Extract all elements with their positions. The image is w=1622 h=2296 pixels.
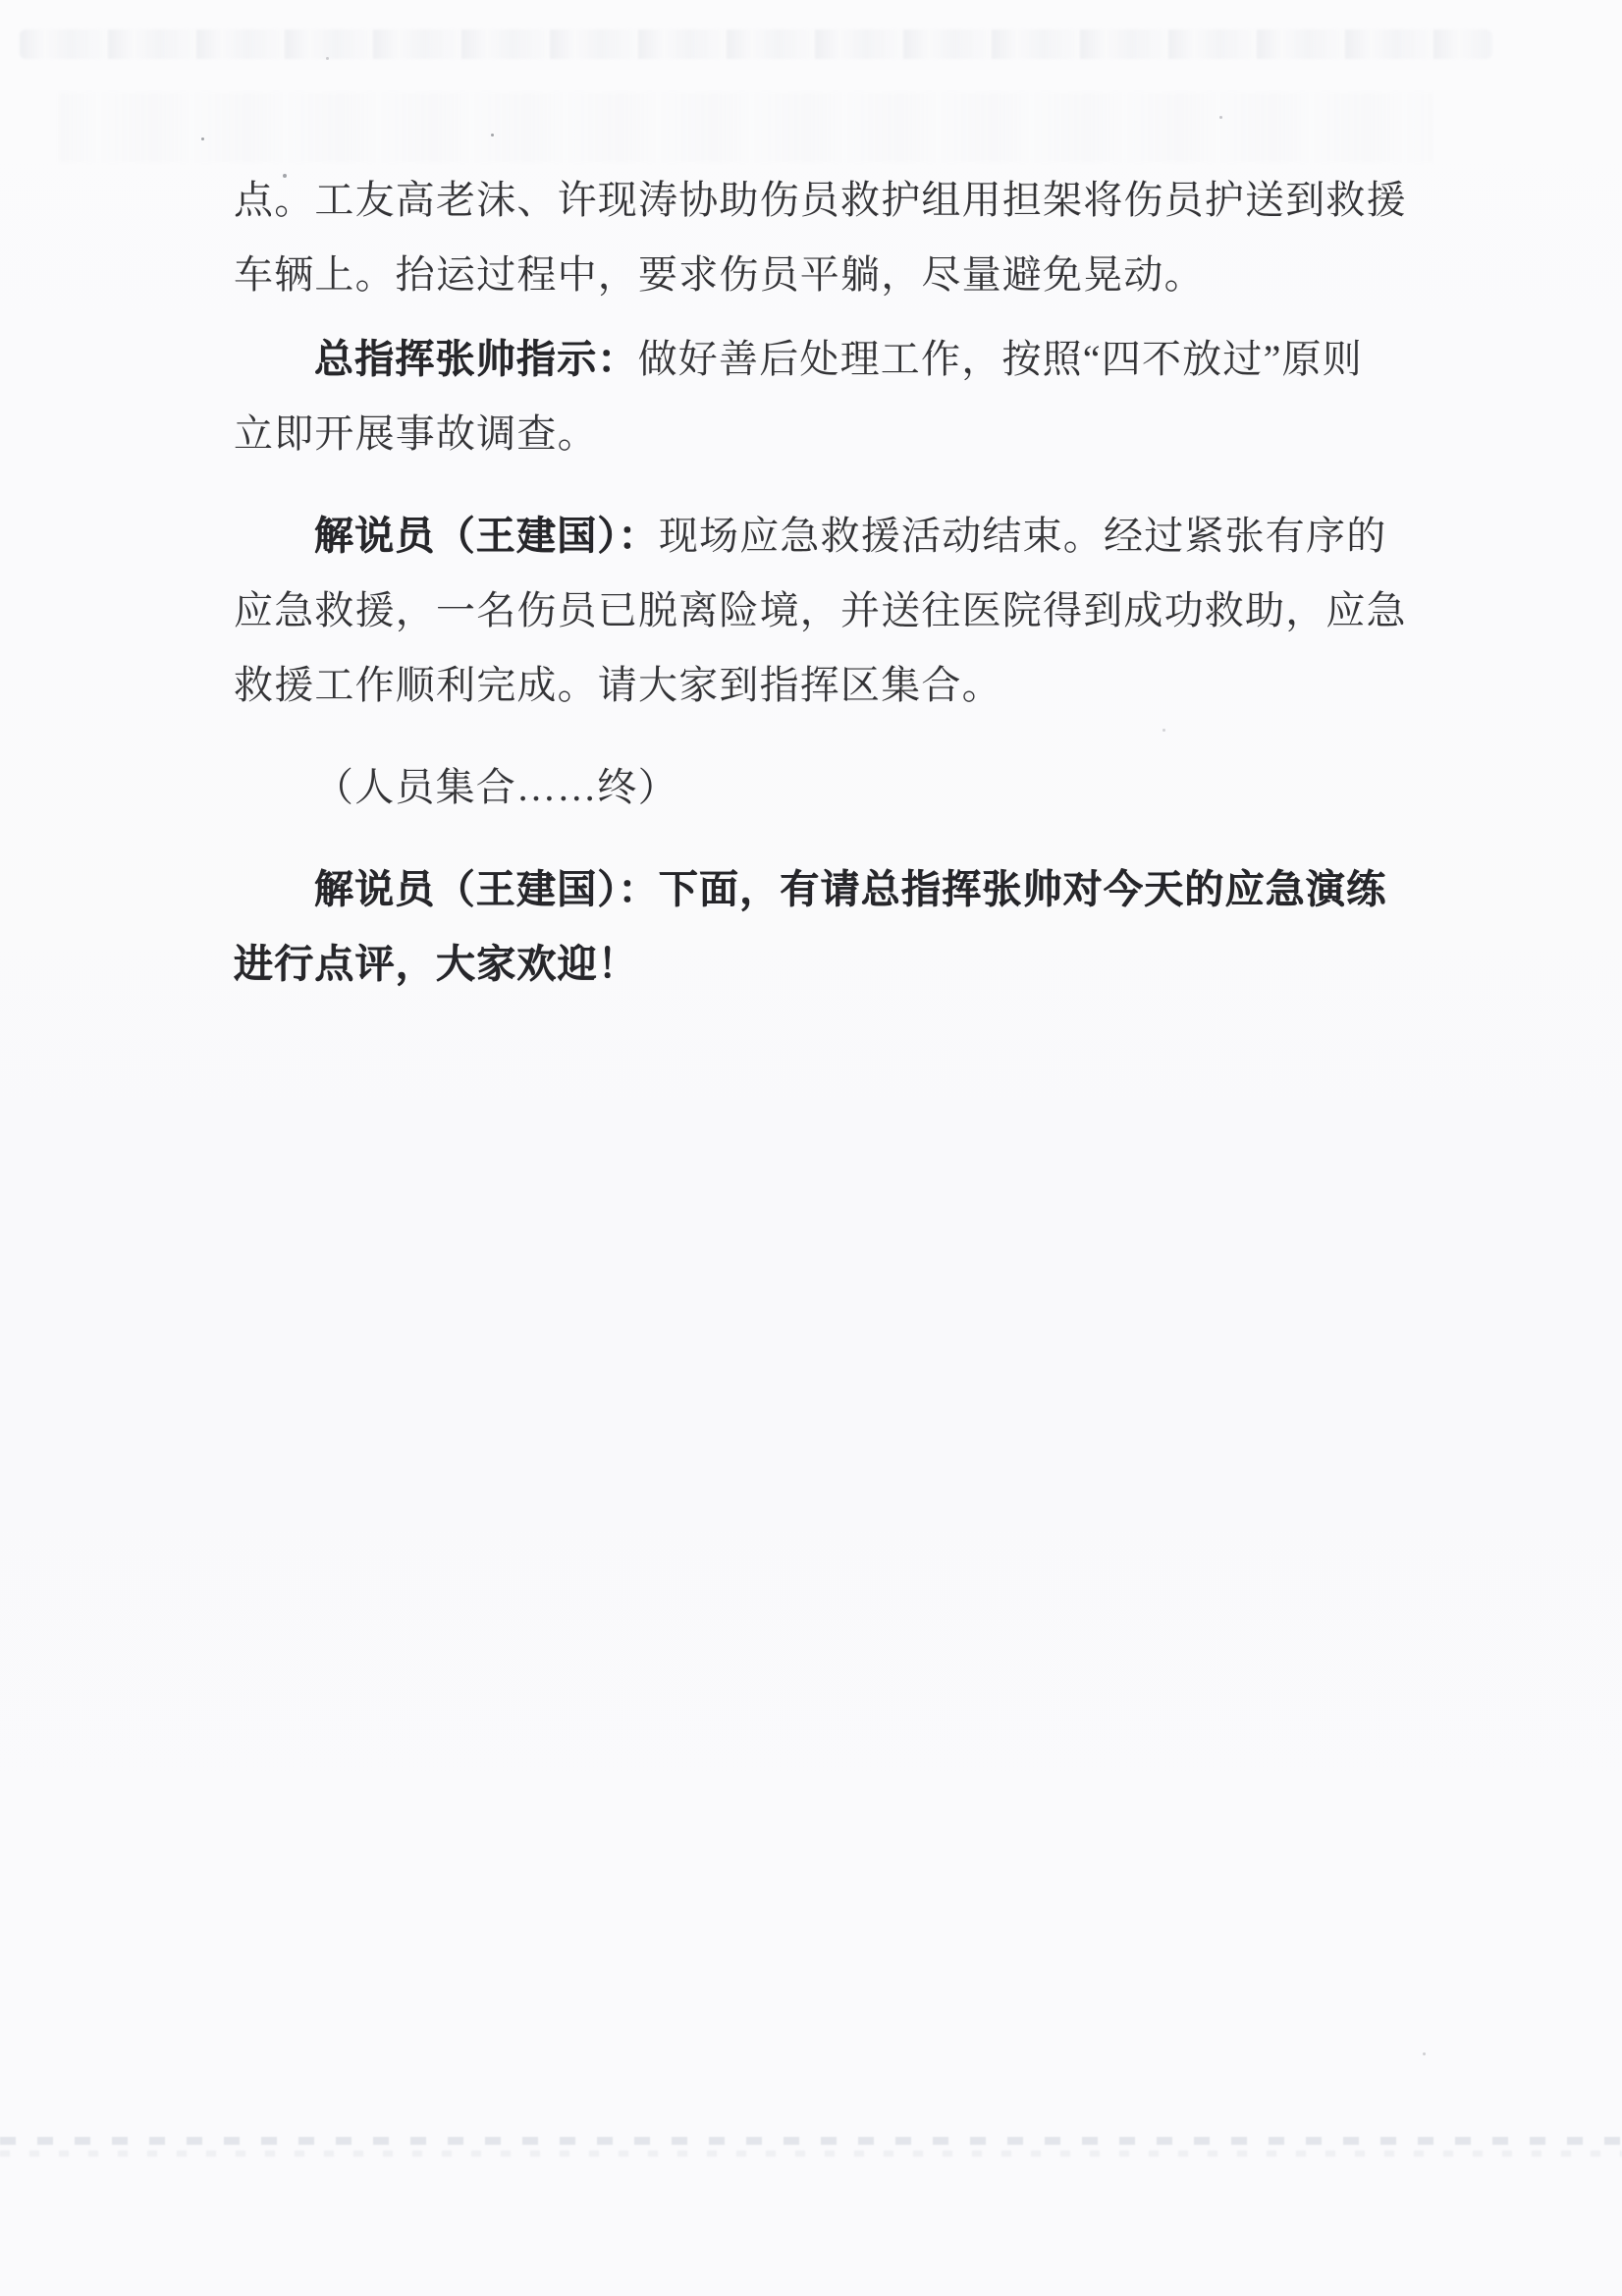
text-line bbox=[234, 499, 1408, 574]
text-segment: 现场应急救援活动结束。经过紧张有序的 bbox=[658, 514, 1387, 558]
text-segment: 应急救援，一名伤员已脱离险境，并送往医院得到成功救助，应急 bbox=[234, 588, 1407, 632]
text-segment: 车辆上。抬运过程中，要求伤员平躺，尽量避免晃动。 bbox=[234, 252, 1205, 297]
text-segment: 立即开展事故调查。 bbox=[234, 411, 598, 456]
text-line bbox=[234, 163, 1408, 238]
scan-speck bbox=[491, 134, 494, 137]
text-segment-bold: 解说员（王建国）： bbox=[314, 514, 659, 558]
text-line bbox=[234, 397, 1408, 471]
scan-noise-band-top-2 bbox=[59, 93, 1433, 162]
scan-speck bbox=[1423, 2052, 1426, 2055]
text-segment-bold: 解说员（王建国）： bbox=[314, 867, 659, 911]
text-segment: 做好善后处理工作，按照“四不放过”原则 bbox=[637, 337, 1363, 381]
text-line bbox=[234, 574, 1408, 648]
text-segment: 救援工作顺利完成。请大家到指挥区集合。 bbox=[234, 663, 1002, 707]
text-segment-bold: 下面，有请总指挥张帅对今天的应急演练 bbox=[658, 867, 1387, 911]
text-line bbox=[234, 648, 1408, 723]
scan-speck bbox=[326, 57, 329, 60]
text-segment-bold: 总指挥张帅指示： bbox=[314, 337, 638, 381]
scan-speck bbox=[1219, 116, 1222, 119]
scan-noise-band-top bbox=[20, 29, 1492, 59]
text-line bbox=[234, 238, 1408, 312]
text-line bbox=[234, 322, 1408, 397]
scan-speck bbox=[201, 137, 204, 140]
document-body bbox=[234, 163, 1408, 1002]
text-segment-bold: 进行点评，大家欢迎！ bbox=[234, 942, 638, 986]
text-segment: 点。工友高老沫、许现涛协助伤员救护组用担架将伤员护送到救援 bbox=[234, 178, 1407, 222]
text-segment: （人员集合……终） bbox=[314, 765, 678, 809]
scan-noise-line-bottom-2 bbox=[0, 2151, 1622, 2157]
text-line bbox=[234, 750, 1408, 825]
text-line bbox=[234, 852, 1408, 927]
scan-noise-line-bottom bbox=[0, 2137, 1622, 2145]
text-line bbox=[234, 927, 1408, 1002]
